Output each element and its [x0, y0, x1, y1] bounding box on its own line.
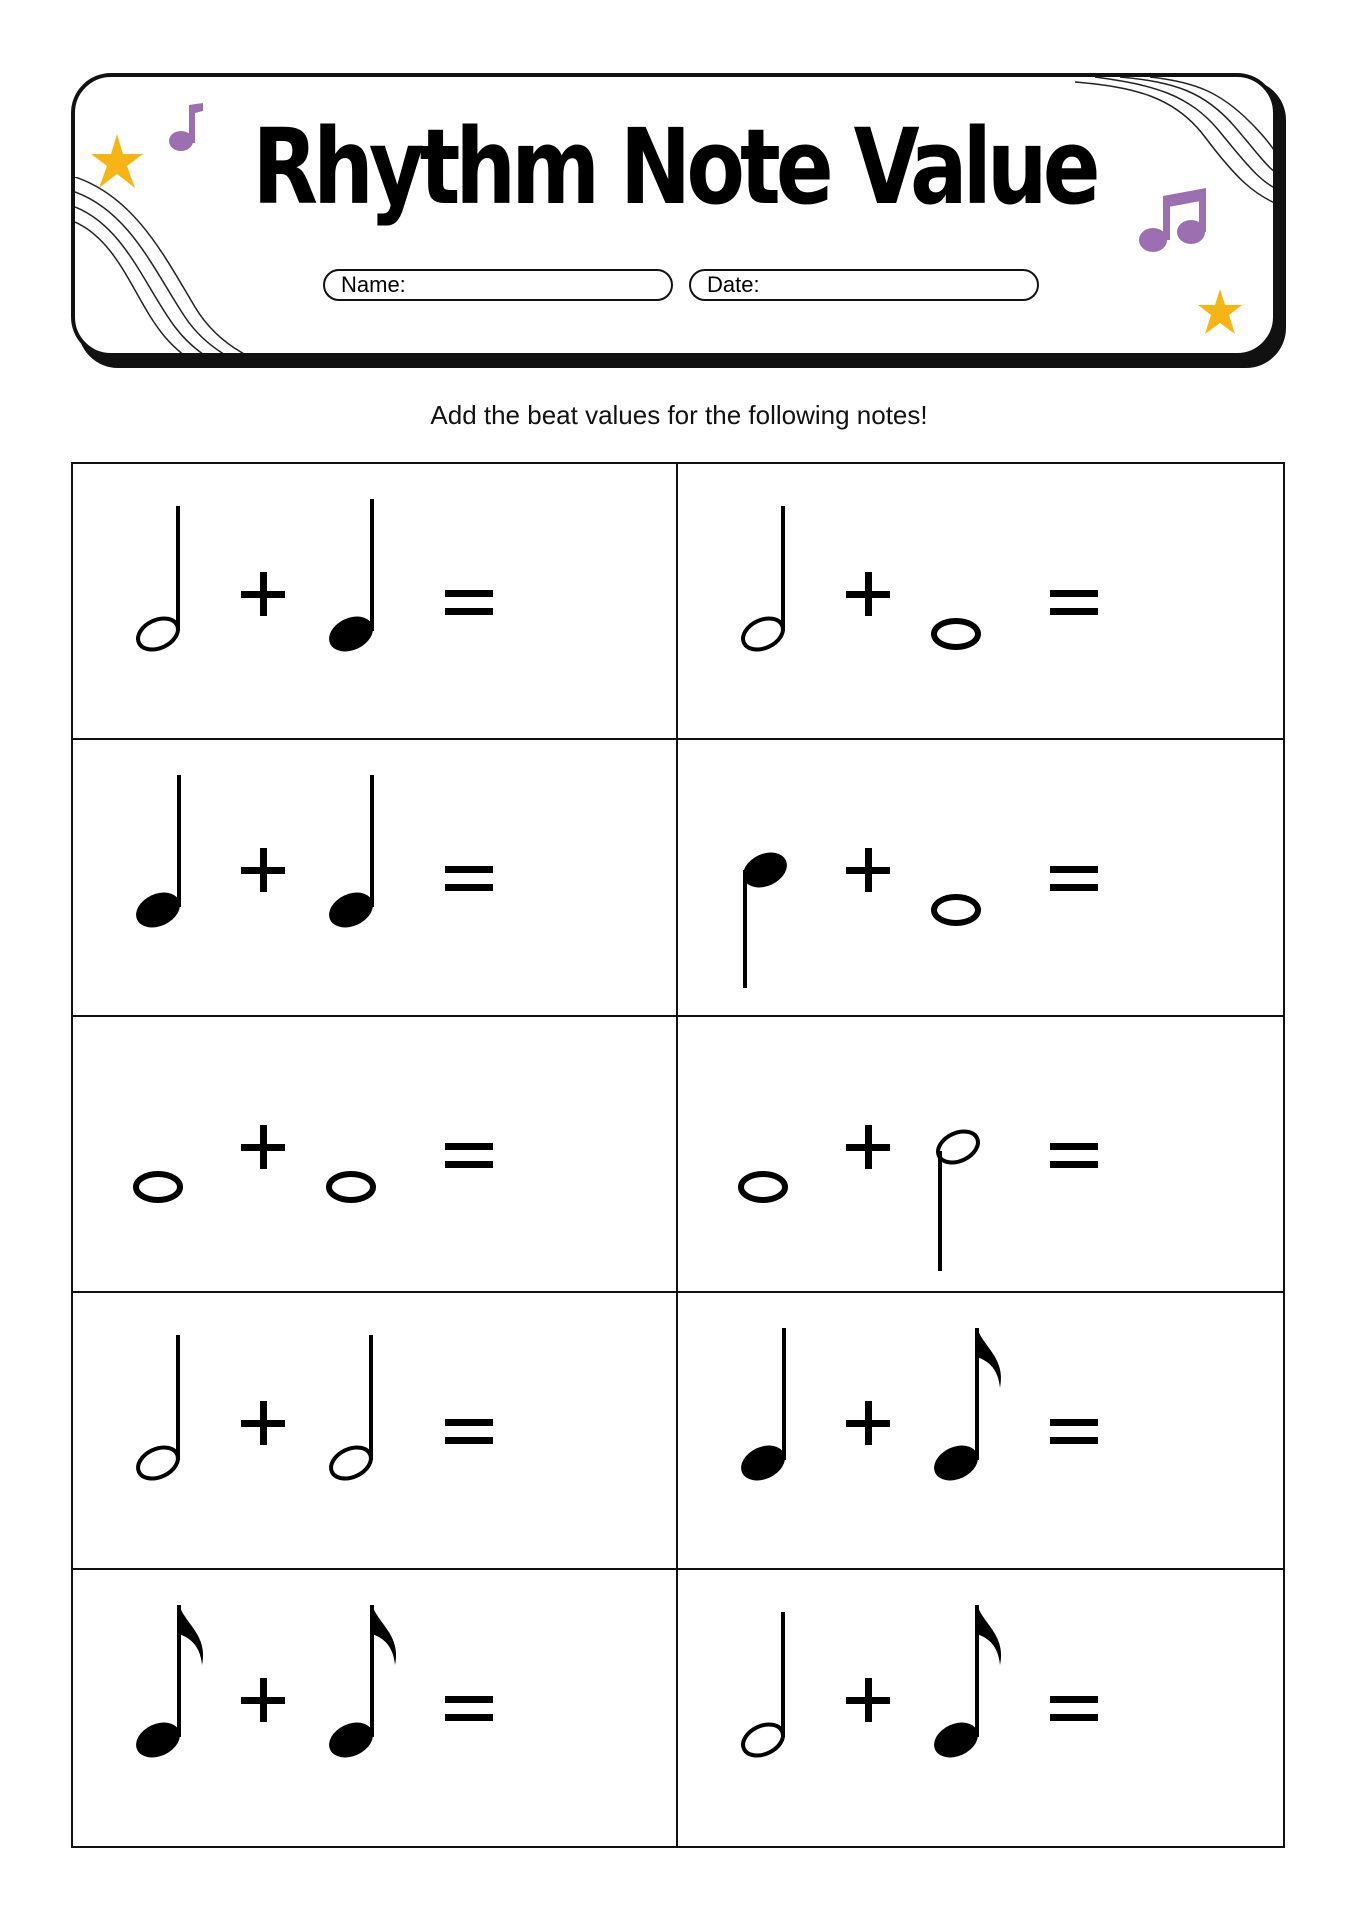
problem-grid: [71, 462, 1285, 1848]
plus-sign: [843, 1122, 893, 1177]
problem-cell: [678, 1570, 1283, 1846]
quarter-stem-down-note-icon: [733, 770, 823, 1005]
plus-sign: [843, 569, 893, 624]
plus-sign: [238, 1398, 288, 1453]
problem-cell: [73, 1017, 678, 1293]
plus-sign: [843, 1398, 893, 1453]
eighth-note-icon: [926, 1323, 1016, 1558]
plus-sign: [843, 845, 893, 900]
equals-sign: [443, 1139, 495, 1178]
plus-sign: [238, 1675, 288, 1730]
problem-cell: [678, 1293, 1283, 1569]
whole-note-icon: [926, 494, 1016, 729]
whole-note-icon: [733, 1047, 823, 1282]
whole-note-icon: [128, 1047, 218, 1282]
name-field[interactable]: Name:: [323, 269, 673, 301]
problem-cell: [73, 1293, 678, 1569]
quarter-note-icon: [128, 770, 218, 1005]
half-stem-down-note-icon: [926, 1047, 1016, 1282]
equals-sign: [1048, 1692, 1100, 1731]
problem-cell: [678, 1017, 1283, 1293]
equals-sign: [1048, 862, 1100, 901]
plus-sign: [238, 569, 288, 624]
equals-sign: [443, 1415, 495, 1454]
quarter-note-icon: [321, 494, 411, 729]
plus-sign: [843, 1675, 893, 1730]
equals-sign: [1048, 586, 1100, 625]
problem-cell: [678, 464, 1283, 740]
equals-sign: [1048, 1139, 1100, 1178]
problem-cell: [678, 740, 1283, 1016]
eighth-note-icon: [926, 1600, 1016, 1835]
problem-cell: [73, 1570, 678, 1846]
equals-sign: [1048, 1415, 1100, 1454]
page-title: Rhythm Note Value: [252, 106, 1096, 228]
quarter-note-icon: [321, 770, 411, 1005]
equals-sign: [443, 1692, 495, 1731]
quarter-note-icon: [733, 1323, 823, 1558]
problem-cell: [73, 464, 678, 740]
whole-note-icon: [321, 1047, 411, 1282]
half-note-icon: [128, 1323, 218, 1558]
instruction-text: Add the beat values for the following notes!: [430, 400, 928, 430]
half-note-icon: [733, 494, 823, 729]
worksheet-header: [71, 73, 1277, 357]
eighth-note-icon: [321, 1600, 411, 1835]
star-icon: [87, 132, 147, 192]
plus-sign: [238, 845, 288, 900]
plus-sign: [238, 1122, 288, 1177]
problem-cell: [73, 740, 678, 1016]
equals-sign: [443, 586, 495, 625]
half-note-icon: [733, 1600, 823, 1835]
date-field[interactable]: Date:: [689, 269, 1039, 301]
half-note-icon: [128, 494, 218, 729]
whole-note-icon: [926, 770, 1016, 1005]
eighth-note-icon: [128, 1600, 218, 1835]
star-icon: [1195, 287, 1245, 337]
half-note-icon: [321, 1323, 411, 1558]
equals-sign: [443, 862, 495, 901]
